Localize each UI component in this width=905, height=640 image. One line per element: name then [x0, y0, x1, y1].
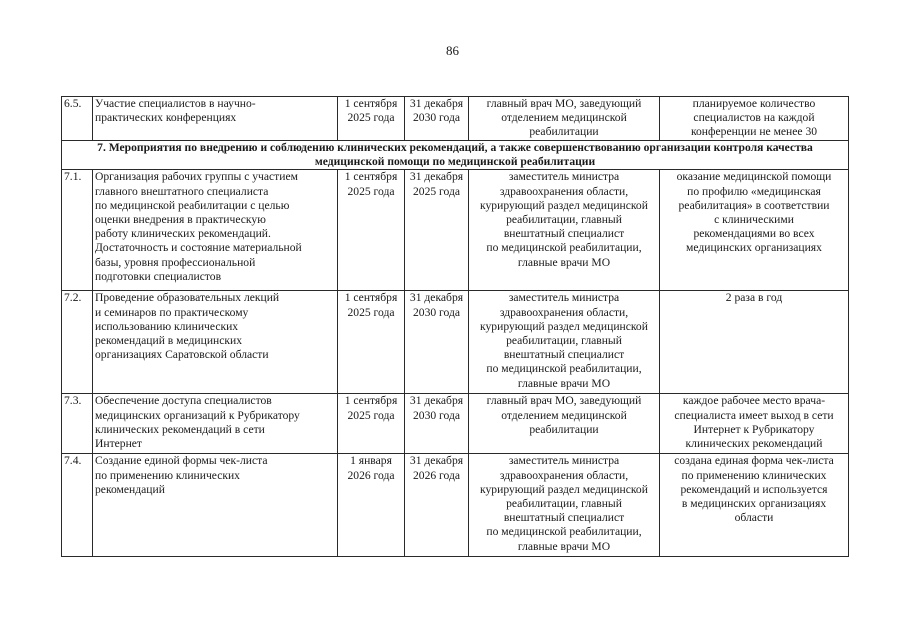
responsible: главный врач МО, заведующий отделением медицинской реабилитации — [469, 97, 660, 141]
page-number: 86 — [446, 43, 459, 58]
end-date: 31 декабря 2030 года — [405, 291, 469, 394]
row-number: 7.2. — [62, 291, 93, 394]
row-number: 7.1. — [62, 170, 93, 291]
end-date: 31 декабря 2030 года — [405, 394, 469, 454]
activity-name: Создание единой формы чек-листа по применению клинических рекомендаций — [93, 454, 338, 557]
activity-name: Организация рабочих группы с участием главного внештатного специалиста по медицинской реабилитации с целью оценки внедрения в практическую работу клинических рекомендаций. Достаточность и состояние материальной базы, уровня профессиональной подготовки специалистов — [93, 170, 338, 291]
row-number: 7.4. — [62, 454, 93, 557]
row-number: 6.5. — [62, 97, 93, 141]
end-date: 31 декабря 2030 года — [405, 97, 469, 141]
start-date: 1 января 2026 года — [338, 454, 405, 557]
responsible: заместитель министра здравоохранения области, курирующий раздел медицинской реабилитации, главный внештатный специалист по медицинской реабилитации, главные врачи МО — [469, 454, 660, 557]
expected-result: планируемое количество специалистов на каждой конференции не менее 30 — [660, 97, 849, 141]
section-title: 7. Мероприятия по внедрению и соблюдению клинических рекомендаций, а также совершенствованию организации контроля качества медицинской помощи по медицинской реабилитации — [62, 141, 849, 170]
activity-name: Участие специалистов в научно- практических конференциях — [93, 97, 338, 141]
table-row-7-2 — [62, 291, 849, 394]
table-row-7-4 — [62, 454, 849, 557]
section-header-row — [62, 141, 849, 170]
row-number: 7.3. — [62, 394, 93, 454]
end-date: 31 декабря 2025 года — [405, 170, 469, 291]
expected-result: создана единая форма чек-листа по применению клинических рекомендаций и используется в медицинских организациях области — [660, 454, 849, 557]
responsible: главный врач МО, заведующий отделением медицинской реабилитации — [469, 394, 660, 454]
expected-result: каждое рабочее место врача- специалиста имеет выход в сети Интернет к Рубрикатору клинических рекомендаций — [660, 394, 849, 454]
plan-table — [61, 96, 849, 557]
end-date: 31 декабря 2026 года — [405, 454, 469, 557]
table-row-6-5 — [62, 97, 849, 141]
table-row-7-1 — [62, 170, 849, 291]
start-date: 1 сентября 2025 года — [338, 97, 405, 141]
activity-name: Проведение образовательных лекций и семинаров по практическому использованию клинических рекомендаций в медицинских организациях Саратовской области — [93, 291, 338, 394]
start-date: 1 сентября 2025 года — [338, 291, 405, 394]
activity-name: Обеспечение доступа специалистов медицинских организаций к Рубрикатору клинических рекомендаций в сети Интернет — [93, 394, 338, 454]
responsible: заместитель министра здравоохранения области, курирующий раздел медицинской реабилитации, главный внештатный специалист по медицинской реабилитации, главные врачи МО — [469, 291, 660, 394]
responsible: заместитель министра здравоохранения области, курирующий раздел медицинской реабилитации, главный внештатный специалист по медицинской реабилитации, главные врачи МО — [469, 170, 660, 291]
table-row-7-3 — [62, 394, 849, 454]
expected-result: оказание медицинской помощи по профилю «медицинская реабилитация» в соответствии с клиническими рекомендациями во всех медицинских организациях — [660, 170, 849, 291]
start-date: 1 сентября 2025 года — [338, 394, 405, 454]
start-date: 1 сентября 2025 года — [338, 170, 405, 291]
expected-result: 2 раза в год — [660, 291, 849, 394]
